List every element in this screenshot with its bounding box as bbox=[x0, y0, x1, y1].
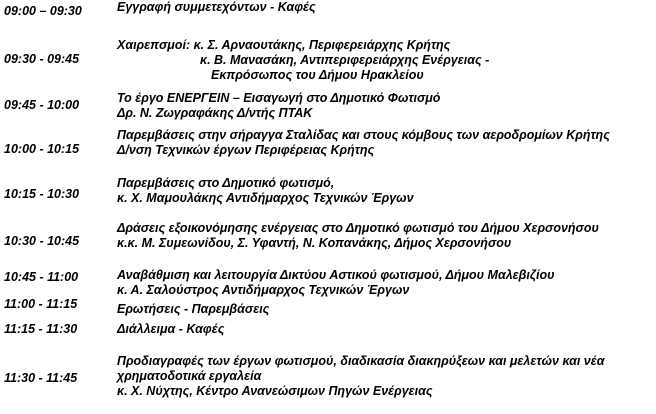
session-details bbox=[117, 268, 652, 298]
session-time: 10:30 - 10:45 bbox=[4, 234, 80, 248]
session-time: 11:15 - 11:30 bbox=[4, 322, 78, 336]
session-speaker: Δρ. Ν. Ζωγραφάκης Δ/ντής ΠΤΑΚ bbox=[117, 106, 313, 120]
session-time: 09:45 - 10:00 bbox=[4, 98, 80, 112]
session-speaker: κ. Α. Σαλούστρος Αντιδήμαρχος Τεχνικών Έργων bbox=[117, 283, 410, 297]
session-details bbox=[117, 38, 652, 83]
session-title: Ερωτήσεις - Παρεμβάσεις bbox=[117, 302, 270, 316]
session-title: Αναβάθμιση και λειτουργία Δικτύου Αστικού φωτισμού, Δήμου Μαλεβιζίου bbox=[117, 268, 555, 282]
session-title-continued: χρηματοδοτικά εργαλεία bbox=[117, 369, 262, 383]
session-time: 10:15 - 10:30 bbox=[4, 187, 80, 201]
session-time: 11:00 - 11:15 bbox=[4, 297, 78, 311]
session-title: Διάλλειμα - Καφές bbox=[117, 322, 225, 336]
session-details bbox=[117, 0, 652, 15]
session-details bbox=[117, 221, 652, 251]
session-title: Δράσεις εξοικονόμησης ενέργειας στο Δημοτικό φωτισμό του Δήμου Χερσονήσου bbox=[117, 221, 599, 235]
session-details bbox=[117, 176, 652, 206]
session-speaker: Δ/νση Τεχνικών έργων Περιφέρειας Κρήτης bbox=[117, 143, 375, 157]
session-details bbox=[117, 128, 652, 158]
session-title: Παρεμβάσεις στο Δημοτικό φωτισμό, bbox=[117, 176, 335, 190]
session-details bbox=[117, 91, 652, 121]
session-time: 10:45 - 11:00 bbox=[4, 270, 79, 284]
session-title: Παρεμβάσεις στην σήραγγα Σταλίδας και στους κόμβους των αεροδρομίων Κρήτης bbox=[117, 128, 610, 142]
session-time: 09:00 – 09:30 bbox=[4, 4, 82, 18]
session-title: Το έργο ΕΝΕΡΓΕΙΝ – Εισαγωγή στο Δημοτικό Φωτισμό bbox=[117, 91, 441, 105]
session-speaker: κ.κ. Μ. Συμεωνίδου, Σ. Υφαντή, Ν. Κοπανάκης, Δήμος Χερσονήσου bbox=[117, 236, 512, 250]
session-time: 09:30 - 09:45 bbox=[4, 52, 80, 66]
session-time: 10:00 - 10:15 bbox=[4, 142, 80, 156]
speaker-name: κ. Χ. Μαμουλάκης Αντιδήμαρχος Τεχνικών Έργων bbox=[117, 191, 414, 205]
session-details bbox=[117, 302, 652, 317]
session-title: Χαιρεπσμοί: κ. Σ. Αρναουτάκης, Περιφερειάρχης Κρήτης bbox=[117, 38, 451, 52]
session-speaker: κ. Χ. Νύχτης, Κέντρο Ανανεώσιμων Πηγών Ενέργειας bbox=[117, 384, 433, 398]
session-speaker: Εκπρόσωπος του Δήμου Ηρακλείου bbox=[211, 68, 424, 82]
session-speaker bbox=[117, 191, 652, 206]
session-time: 11:30 - 11:45 bbox=[4, 371, 78, 385]
session-title: Προδιαγραφές των έργων φωτισμού, διαδικασία διακηρύξεων και μελετών και νέα bbox=[117, 354, 605, 368]
session-details bbox=[117, 354, 652, 399]
session-title: Εγγραφή συμμετεχόντων - Καφές bbox=[117, 0, 316, 14]
session-speaker: κ. Β. Μανασάκη, Αντιπεριφερειάρχης Ενέργειας - bbox=[200, 53, 490, 67]
session-details bbox=[117, 322, 652, 337]
